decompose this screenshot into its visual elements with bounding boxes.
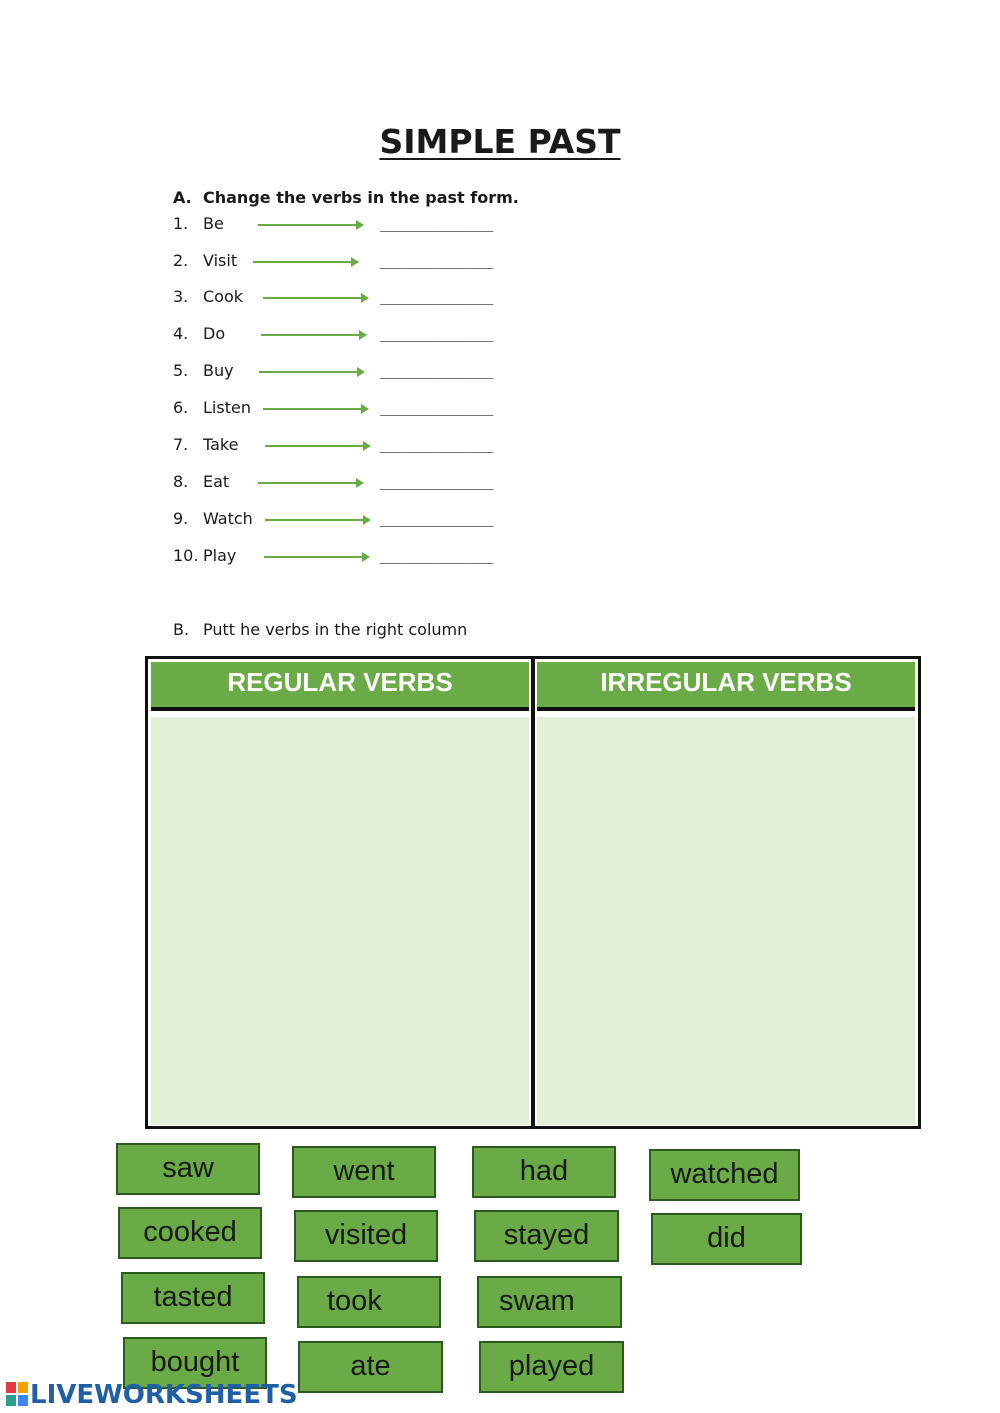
verb-word: Eat [203, 472, 230, 491]
liveworksheets-logo[interactable] [6, 1380, 298, 1410]
word-tile-stayed[interactable]: stayed [474, 1210, 619, 1262]
word-tile-visited[interactable]: visited [294, 1210, 438, 1262]
verb-number: 8. [173, 472, 189, 491]
answer-blank[interactable]: ______________ [380, 398, 493, 416]
arrow-right-icon [259, 371, 363, 373]
verb-word: Buy [203, 361, 234, 380]
regular-verbs-dropzone[interactable] [151, 717, 529, 1125]
answer-blank[interactable]: ______________ [380, 251, 493, 269]
verb-word: Visit [203, 251, 238, 270]
answer-blank[interactable]: ______________ [380, 509, 493, 527]
logo-text: LIVEWORKSHEETS [30, 1380, 298, 1410]
verb-number: 4. [173, 324, 189, 343]
verb-word: Cook [203, 287, 244, 306]
verb-number: 6. [173, 398, 189, 417]
irregular-verbs-dropzone[interactable] [537, 717, 915, 1125]
verb-number: 2. [173, 251, 189, 270]
arrow-right-icon [263, 297, 367, 299]
answer-blank[interactable]: ______________ [380, 361, 493, 379]
liveworksheets-logo-icon [6, 1382, 28, 1406]
word-tile-cooked[interactable]: cooked [118, 1207, 262, 1259]
answer-blank[interactable]: ______________ [380, 214, 493, 232]
answer-blank[interactable]: ______________ [380, 287, 493, 305]
answer-blank[interactable]: ______________ [380, 546, 493, 564]
arrow-right-icon [263, 408, 367, 410]
verb-word: Listen [203, 398, 251, 417]
section-b-label: B. [173, 620, 190, 639]
page-title: SIMPLE PAST [379, 122, 621, 161]
verb-word: Watch [203, 509, 253, 528]
arrow-right-icon [253, 261, 357, 263]
arrow-right-icon [258, 224, 362, 226]
verb-word: Do [203, 324, 226, 343]
arrow-right-icon [265, 519, 369, 521]
verb-number: 10. [173, 546, 199, 565]
verb-number: 5. [173, 361, 189, 380]
irregular-verbs-header: IRREGULAR VERBS [537, 662, 915, 711]
word-tile-played[interactable]: played [479, 1341, 624, 1393]
word-tile-bought[interactable]: bought [123, 1337, 267, 1389]
arrow-right-icon [258, 482, 362, 484]
word-tile-watched[interactable]: watched [649, 1149, 800, 1201]
verb-word: Play [203, 546, 237, 565]
verb-number: 7. [173, 435, 189, 454]
section-a-label: A. [173, 188, 192, 207]
answer-blank[interactable]: ______________ [380, 324, 493, 342]
verb-sorting-table [145, 656, 921, 1129]
word-tile-went[interactable]: went [292, 1146, 436, 1198]
verb-number: 9. [173, 509, 189, 528]
word-tile-took[interactable]: took [297, 1276, 441, 1328]
section-b-instruction [173, 620, 467, 639]
regular-verbs-header: REGULAR VERBS [151, 662, 529, 711]
word-tile-swam[interactable]: swam [477, 1276, 622, 1328]
column-divider [531, 659, 535, 1126]
verb-number: 1. [173, 214, 189, 233]
word-tile-did[interactable]: did [651, 1213, 802, 1265]
answer-blank[interactable]: ______________ [380, 435, 493, 453]
section-a-text: Change the verbs in the past form. [203, 188, 519, 207]
word-tile-ate[interactable]: ate [298, 1341, 443, 1393]
verb-word: Be [203, 214, 224, 233]
verb-word: Take [203, 435, 239, 454]
word-tile-had[interactable]: had [472, 1146, 616, 1198]
word-tile-saw[interactable]: saw [116, 1143, 260, 1195]
section-b-text: Putt he verbs in the right column [203, 620, 468, 639]
section-a-instruction [173, 188, 519, 207]
answer-blank[interactable]: ______________ [380, 472, 493, 490]
arrow-right-icon [265, 445, 369, 447]
verb-number: 3. [173, 287, 189, 306]
word-tile-tasted[interactable]: tasted [121, 1272, 265, 1324]
arrow-right-icon [261, 334, 365, 336]
arrow-right-icon [264, 556, 368, 558]
